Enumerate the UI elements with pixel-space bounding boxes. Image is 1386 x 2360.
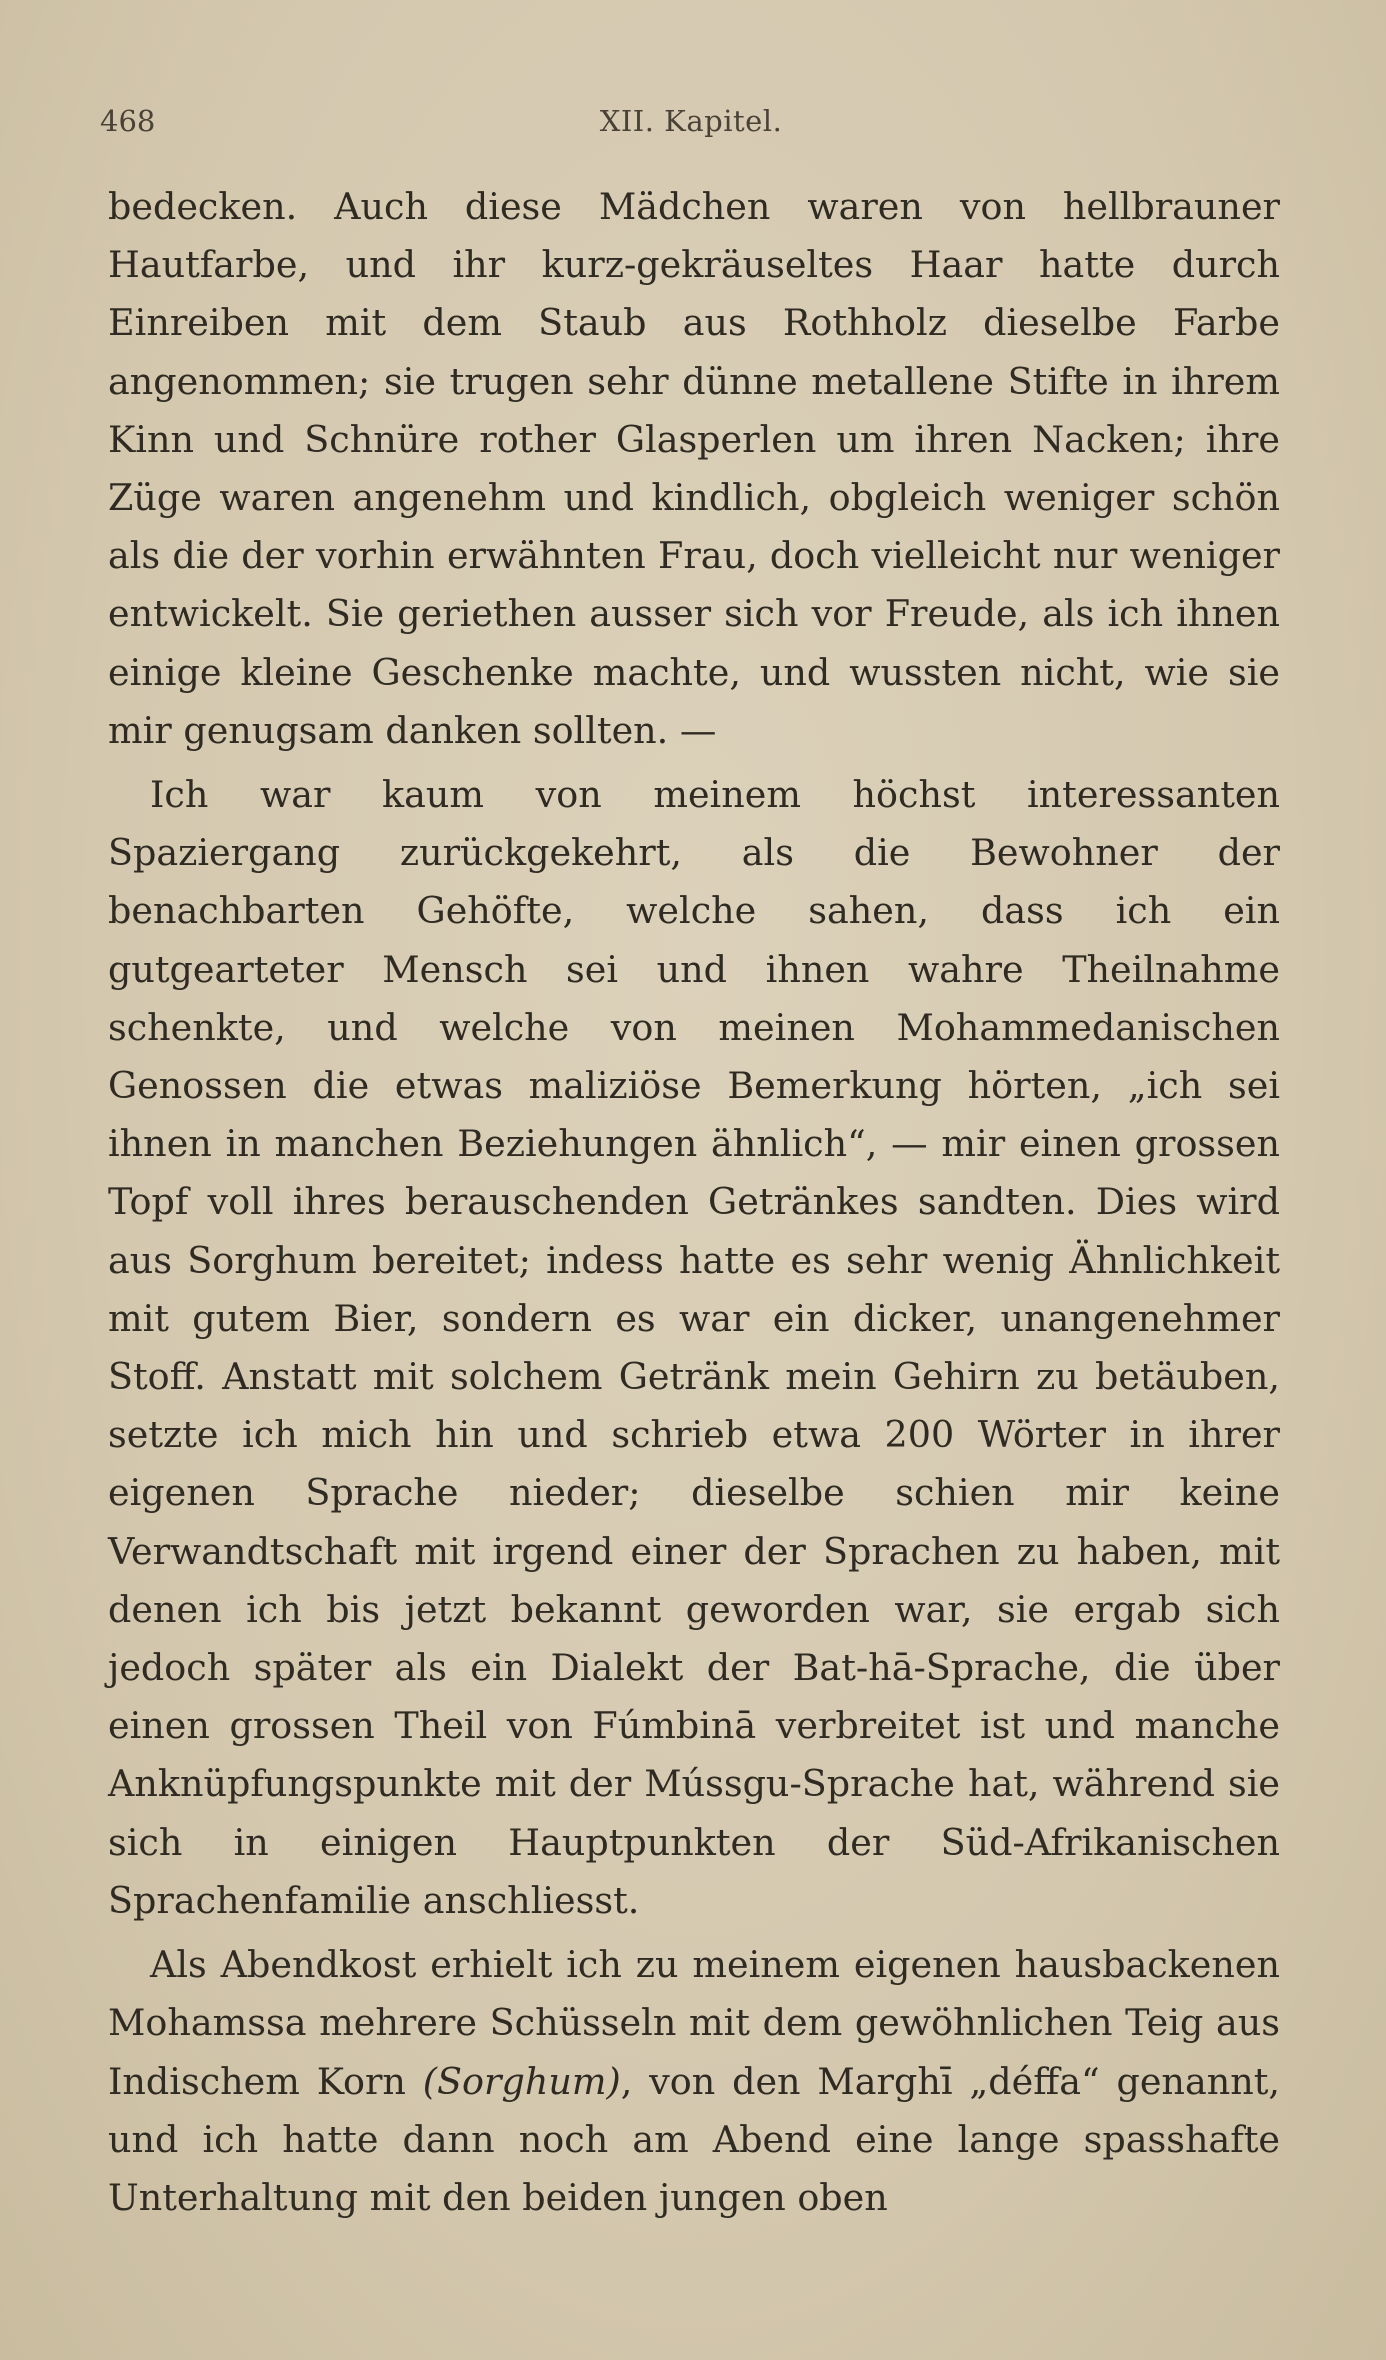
page-number: 468 [100,104,156,138]
italic-term-sorghum: (Sorghum) [422,2059,621,2103]
paragraph-abendkost [108,1936,1280,2227]
paragraph-abendkost-part2: , von den Marghī „déffa“ genannt, und ich hatte dann noch am Abend eine lange spasshafte Unterhaltung mit den beiden jungen oben [108,2059,1280,2219]
paragraph-abendkost-part1: Als Abendkost erhielt ich zu meinem eigenen hausbackenen Mohamssa mehrere Schüsseln mit dem gewöhnlichen Teig aus Indischem Korn [108,1943,1280,2103]
running-head: XII. Kapitel. [599,104,783,138]
page-header [100,104,1282,148]
body-text [108,178,1280,2227]
paragraph-continuation: bedecken. Auch diese Mädchen waren von hellbrauner Hautfarbe, und ihr kurz-gekräuseltes Haar hatte durch Einreiben mit dem Staub aus Rothholz dieselbe Farbe angenommen; sie trugen sehr dünne metallene Stifte in ihrem Kinn und Schnüre rother Glasperlen um ihren Nacken; ihre Züge waren angenehm und kindlich, obgleich weniger schön als die der vorhin erwähnten Frau, doch vielleicht nur weniger entwickelt. Sie geriethen ausser sich vor Freude, als ich ihnen einige kleine Geschenke machte, und wussten nicht, wie sie mir genugsam danken sollten. — [108,185,1280,752]
paragraph-spaziergang: Ich war kaum von meinem höchst interessanten Spaziergang zurückgekehrt, als die Bewohner der benachbarten Gehöfte, welche sahen, dass ich ein gutgearteter Mensch sei und ihnen wahre Theilnahme schenkte, und welche von meinen Mohammedanischen Genossen die etwas maliziöse Bemerkung hörten, „ich sei ihnen in manchen Beziehungen ähnlich“, — mir einen grossen Topf voll ihres berauschenden Getränkes sandten. Dies wird aus Sorghum bereitet; indess hatte es sehr wenig Ähnlichkeit mit gutem Bier, sondern es war ein dicker, unangenehmer Stoff. Anstatt mit solchem Getränk mein Gehirn zu betäuben, setzte ich mich hin und schrieb etwa 200 Wörter in ihrer eigenen Sprache nieder; dieselbe schien mir keine Verwandtschaft mit irgend einer der Sprachen zu haben, mit denen ich bis jetzt bekannt geworden war, sie ergab sich jedoch später als ein Dialekt der Bat-hā-Sprache, die über einen grossen Theil von Fúmbinā verbreitet ist und manche Anknüpfungspunkte mit der Mússgu-Sprache hat, während sie sich in einigen Hauptpunkten der Süd-Afrikanischen Sprachenfamilie anschliesst. [108,773,1280,1922]
